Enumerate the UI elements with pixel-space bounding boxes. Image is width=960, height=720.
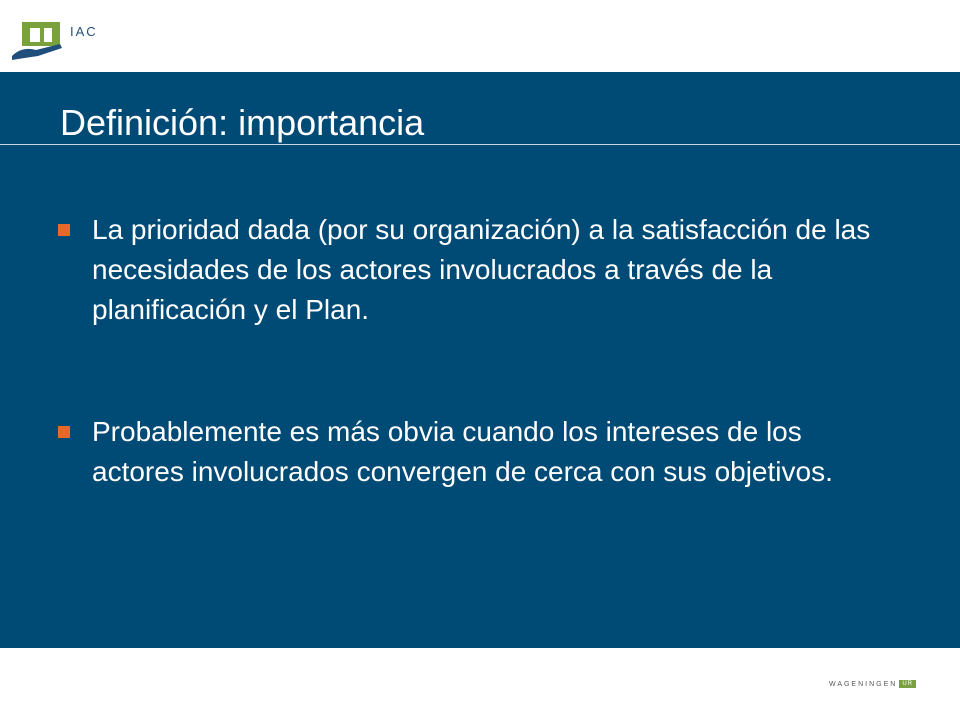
footer-brand-word: WAGENINGEN bbox=[828, 680, 898, 688]
iac-logo bbox=[12, 16, 122, 64]
logo-text: IAC bbox=[70, 24, 98, 39]
wageningen-logo bbox=[829, 679, 916, 689]
square-bullet-icon bbox=[58, 224, 70, 236]
bullet-list bbox=[58, 210, 878, 492]
square-bullet-icon bbox=[58, 426, 70, 438]
bullet-item bbox=[58, 210, 878, 330]
title-divider bbox=[0, 144, 960, 145]
bullet-text: Probablemente es más obvia cuando los intereses de los actores involucrados convergen de cerca con sus objetivos. bbox=[92, 416, 833, 487]
bullet-text: La prioridad dada (por su organización) a la satisfacción de las necesidades de los actores involucrados a través de la planificación y el Plan. bbox=[92, 214, 871, 325]
footer-brand-badge: UR bbox=[899, 680, 916, 688]
slide-title: Definición: importancia bbox=[60, 102, 425, 143]
iac-building-logo-icon bbox=[12, 16, 72, 64]
bullet-item bbox=[58, 412, 878, 492]
